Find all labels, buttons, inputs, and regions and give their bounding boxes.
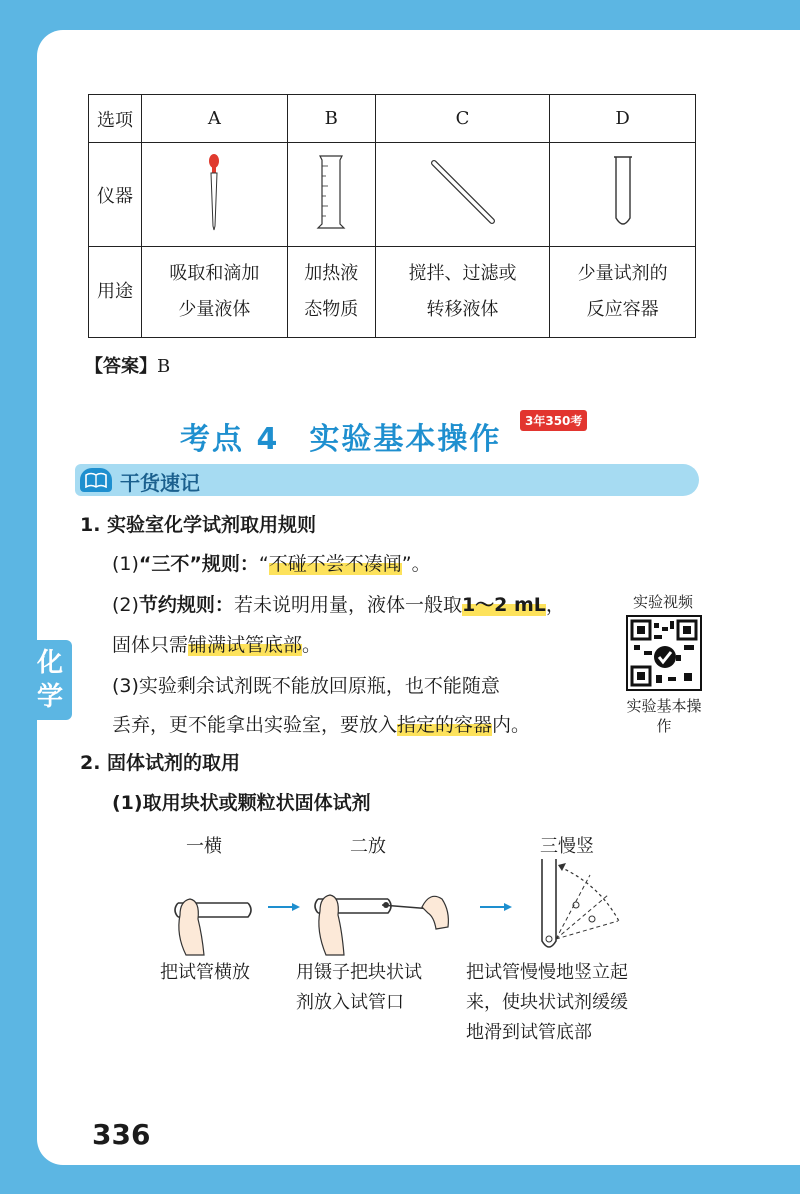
qr-bottom-label: 实验基本操作 (626, 697, 702, 735)
dropper-icon (142, 143, 288, 247)
answer (85, 352, 170, 378)
section-title: 实验基本操作 (309, 422, 502, 457)
column-b: B (287, 95, 375, 143)
qr-code[interactable] (626, 615, 702, 691)
use-a: 吸取和滴加 少量液体 (142, 247, 288, 338)
column-a: A (142, 95, 288, 143)
test-tube-icon (550, 143, 696, 247)
caption-step1: 把试管横放 (160, 962, 250, 983)
rule2: (2)节约规则：若未说明用量，液体一般取1～2 mL， (112, 594, 565, 616)
rule3-line2: 丢弃，更不能拿出实验室，要放入指定的容器内。 (112, 714, 531, 736)
exam-frequency-badge: 3年350考 (520, 410, 587, 431)
instrument-label: 仪器 (89, 143, 142, 247)
qr-top-label: 实验视频 (632, 593, 693, 611)
caption-step3: 把试管慢慢地竖立起 来，使块状试剂缓缓 地滑到试管底部 (466, 962, 628, 1043)
subject-char-1: 化 (36, 648, 63, 678)
arrow-1 (268, 903, 300, 911)
rule1: (1)“三不”规则：“不碰不尝不凑闻”。 (112, 553, 431, 575)
item1-title: 1. 实验室化学试剂取用规则 (80, 514, 317, 536)
graduated-cylinder-icon (287, 143, 375, 247)
section-heading (180, 414, 501, 458)
caption-step2: 用镊子把块状试 剂放入试管口 (296, 962, 422, 1013)
rule3-line1: (3)实验剩余试剂既不能放回原瓶，也不能随意 (112, 675, 500, 697)
step3-label: 三慢竖 (540, 836, 594, 857)
item2-title: 2. 固体试剂的取用 (80, 752, 241, 774)
rule2-line2: 固体只需铺满试管底部。 (112, 634, 322, 656)
book-icon (80, 468, 112, 492)
column-d: D (550, 95, 696, 143)
subject-char-2: 学 (36, 682, 63, 712)
options-table (88, 94, 696, 338)
step3-illustration (542, 859, 620, 947)
arrow-2 (480, 903, 512, 911)
glass-rod-icon (375, 143, 550, 247)
use-label: 用途 (89, 247, 142, 338)
answer-value: B (157, 356, 171, 377)
subject-tab (28, 640, 72, 720)
item2-subtitle: (1)取用块状或颗粒状固体试剂 (112, 792, 371, 814)
use-c: 搅拌、过滤或 转移液体 (375, 247, 550, 338)
use-b: 加热液 态物质 (287, 247, 375, 338)
section-number: 考点 4 (180, 422, 280, 457)
header-label: 选项 (89, 95, 142, 143)
subsection-title: 干货速记 (120, 471, 200, 495)
column-c: C (375, 95, 550, 143)
step1-illustration (175, 899, 251, 955)
step2-illustration (315, 895, 448, 955)
solid-reagent-figure (150, 855, 670, 965)
step1-label: 一横 (186, 836, 222, 857)
answer-label: 【答案】 (85, 356, 157, 377)
use-d: 少量试剂的 反应容器 (550, 247, 696, 338)
page-number: 336 (92, 1118, 151, 1151)
step2-label: 二放 (350, 836, 386, 857)
